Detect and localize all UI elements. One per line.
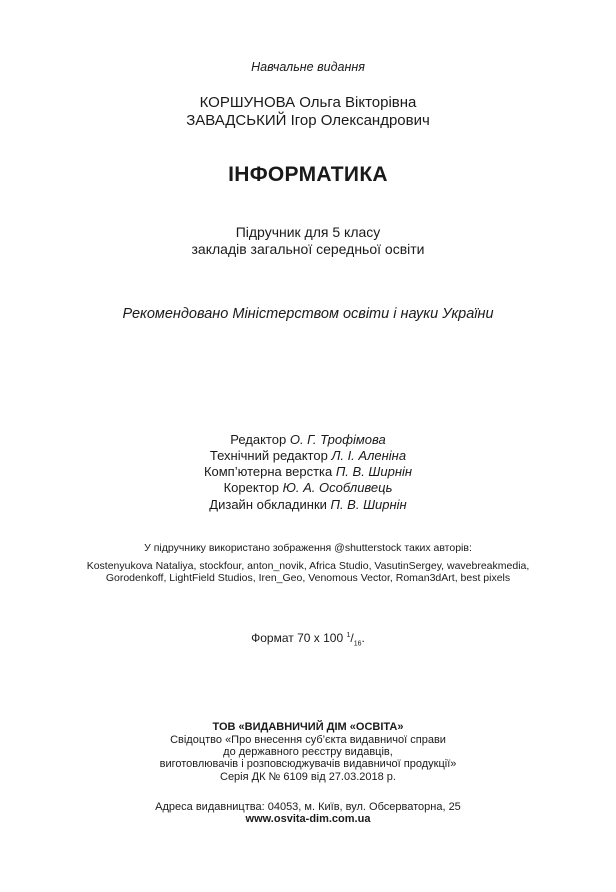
edition-type: Навчальне видання — [251, 60, 365, 74]
format-label: Формат 70 x 100 — [251, 631, 344, 645]
publisher-website: www.osvita-dim.com.ua — [245, 813, 371, 825]
subtitle-line: закладів загальної середньої освіти — [191, 241, 425, 257]
author-name: КОРШУНОВА Ольга Вікторівна — [199, 94, 417, 111]
format-line: Формат 70 x 100 $^1/_{16}$. — [251, 631, 365, 648]
book-title: ІНФОРМАТИКА — [228, 163, 388, 186]
images-credit-note: У підручнику використано зображення @shutterstock таких авторів: — [144, 542, 472, 554]
credit-name: Л. І. Аленіна — [331, 448, 407, 463]
credit-line — [0, 448, 616, 463]
publisher-name: ТОВ «ВИДАВНИЧИЙ ДІМ «ОСВІТА» — [212, 721, 404, 733]
images-authors-line: Gorodenkoff, LightField Studios, Iren_Geo, Venomous Vector, Roman3dArt, best pixels — [105, 572, 511, 584]
publisher-address: Адреса видавництва: 04053, м. Київ, вул. Обсерваторна, 25 — [155, 801, 461, 813]
credit-name: Ю. А. Особливець — [282, 480, 393, 495]
subtitle-line: Підручник для 5 класу — [235, 224, 381, 240]
credit-line — [0, 480, 616, 495]
ministry-recommendation: Рекомендовано Міністерством освіти і науки України — [122, 306, 494, 322]
format-numerator: 1 — [346, 632, 351, 639]
publisher-license-line: Серія ДК № 6109 від 27.03.2018 р. — [220, 771, 396, 783]
credit-name: О. Г. Трофімова — [289, 432, 386, 447]
credit-line — [0, 497, 616, 512]
publisher-license-line: виготовлювачів і розповсюджувачів видавничої продукції» — [159, 758, 457, 770]
format-denominator: 16 — [353, 640, 362, 648]
credit-line — [0, 464, 616, 479]
credit-role: Коректор — [223, 480, 279, 495]
publisher-license-line: до державного реєстру видавців, — [223, 746, 393, 758]
images-authors-line: Kostenyukova Nataliya, stockfour, anton_novik, Africa Studio, VasutinSergey, wavebreakmedia, — [86, 560, 530, 572]
credit-name: П. В. Ширнін — [335, 464, 413, 479]
credit-role: Дизайн обкладинки — [209, 497, 327, 512]
credit-role: Редактор — [230, 432, 287, 447]
credit-role: Технічний редактор — [209, 448, 328, 463]
credit-line — [0, 432, 616, 447]
credit-role: Комп’ютерна верстка — [203, 464, 333, 479]
publisher-license-line: Свідоцтво «Про внесення суб’єкта видавничої справи — [170, 734, 446, 746]
author-name: ЗАВАДСЬКИЙ Ігор Олександрович — [186, 112, 430, 129]
credit-name: П. В. Ширнін — [330, 497, 407, 512]
